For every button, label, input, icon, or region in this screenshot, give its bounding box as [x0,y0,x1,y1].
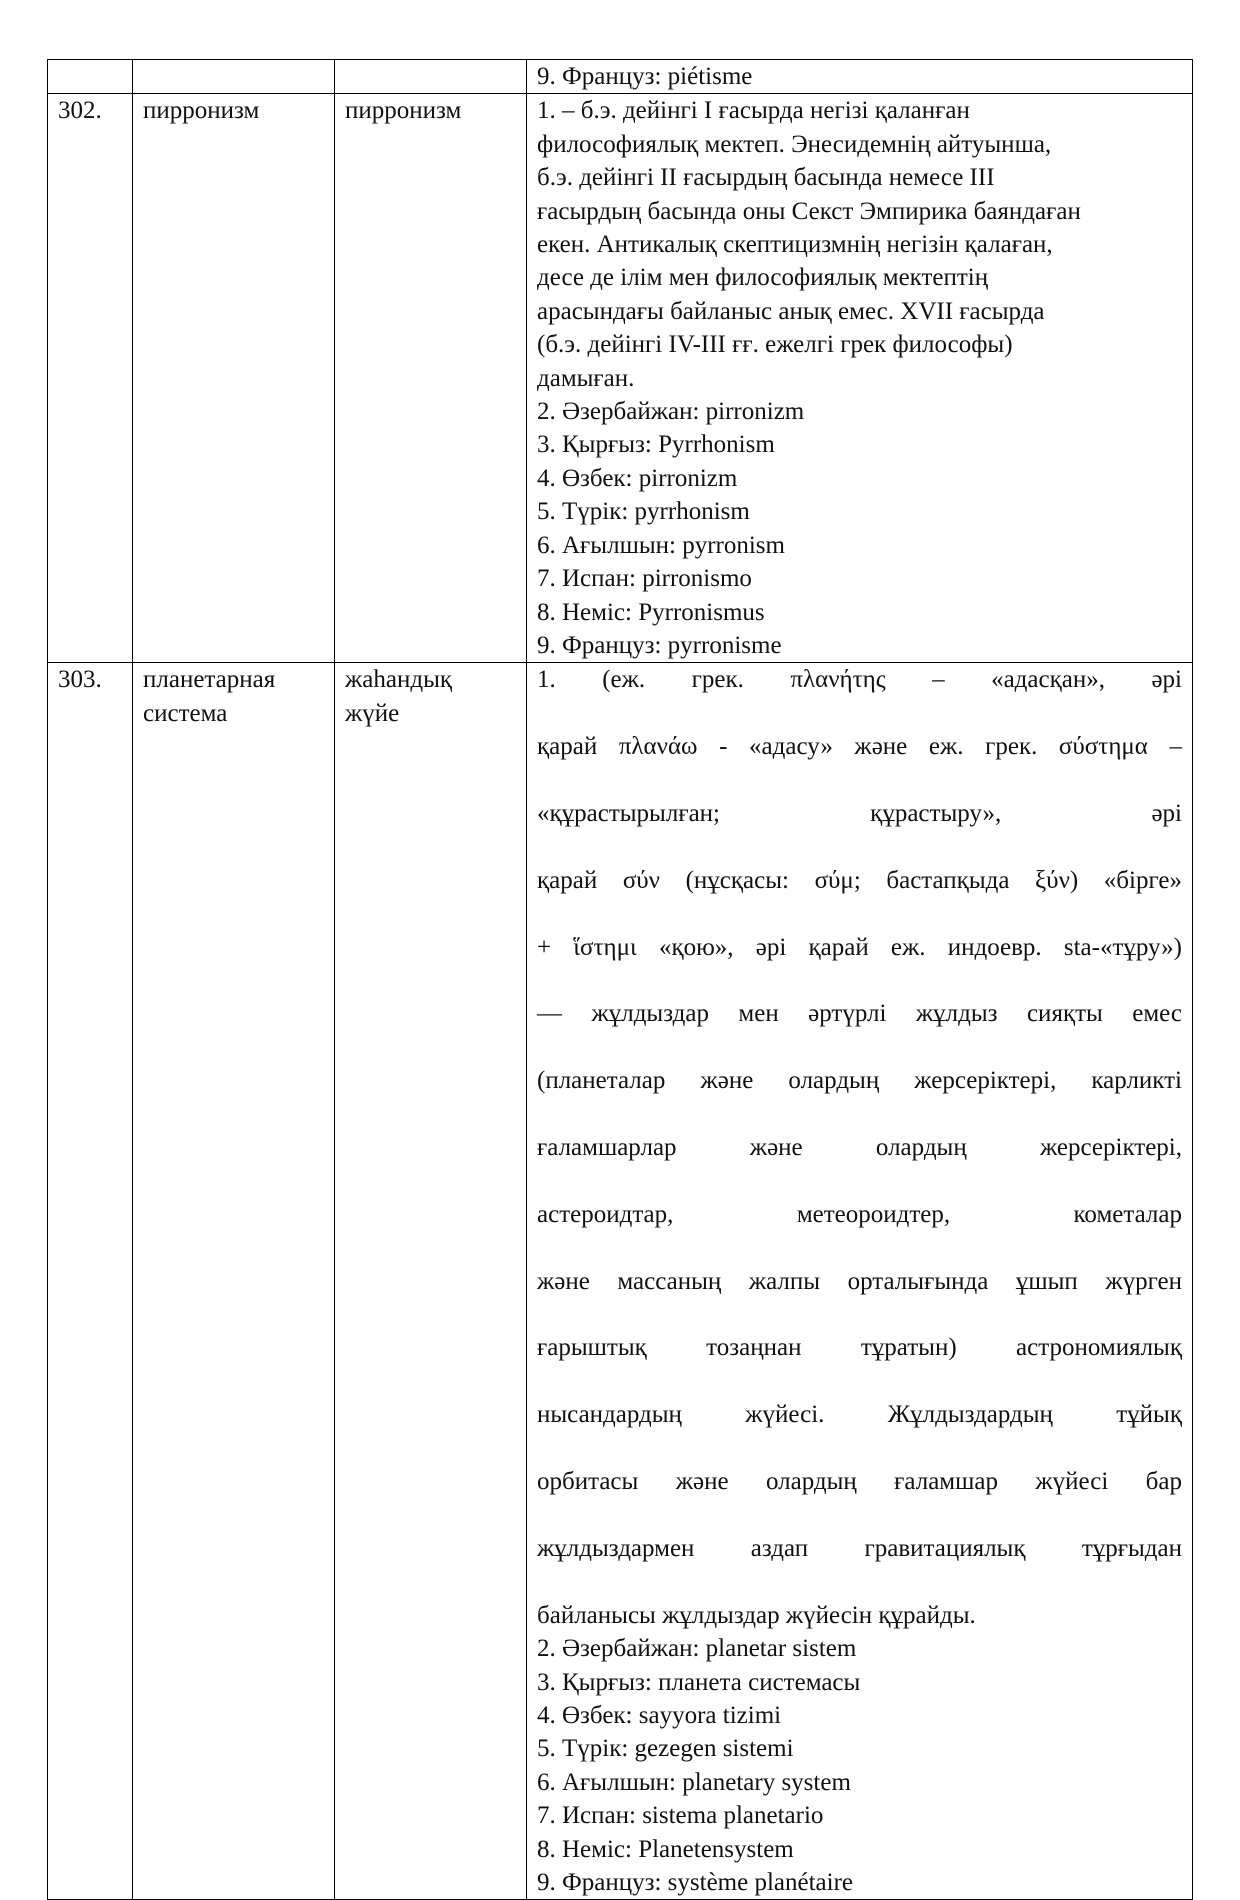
definition-line: 3. Қырғыз: планета системасы [537,1668,861,1696]
kazakh-term: пирронизм [345,97,462,125]
entry-number: 302. [58,97,102,125]
russian-term: пирронизм [143,97,260,125]
russian-term: планетарная [143,666,276,694]
entry-number-cell [48,663,133,1900]
definition-line: астероидтар, метеороидтер, кометалар [537,1200,1182,1228]
definition-line: қарай σύν (нұсқасы: σύμ; бастапқыда ξύν) «бірге» [537,866,1182,894]
kazakh-term-cell [335,663,527,1900]
definition-line: қарай πλανάω - «адасу» және еж. грек. σύστημα – [537,733,1182,761]
kazakh-term-cell [335,94,527,663]
definition-line: (б.э. дейінгі IV-III ғғ. ежелгі грек философы) [537,331,1013,359]
kazakh-term: жүйе [345,699,400,727]
definition-line: б.э. дейінгі II ғасырдың басында немесе III [537,164,995,192]
kazakh-term-cell [335,60,527,94]
definition-line: байланысы жұлдыздар жүйесін құрайды. [537,1601,976,1629]
entry-number-cell [48,94,133,663]
definition-cell [527,94,1193,663]
definition-line: (планеталар және олардың жерсеріктері, карликті [537,1067,1182,1095]
definition-line: 5. Түрік: pyrrhonism [537,498,750,526]
definition-line: 7. Испан: sistema planetario [537,1802,824,1830]
definition-line: 5. Түрік: gezegen sistemi [537,1735,794,1763]
definition-line: 4. Өзбек: sayyora tizimi [537,1701,782,1729]
definition-line: 4. Өзбек: pirronizm [537,464,738,492]
definition-line: 2. Әзербайжан: planetar sistem [537,1635,857,1663]
definition-line: «құрастырылған; құрастыру», әрі [537,799,1182,827]
table-row [48,60,1193,94]
definition-line: ғасырдың басында оны Секст Эмпирика баяндаған [537,197,1081,225]
russian-term-cell [133,94,335,663]
definition-line: арасындағы байланыс анық емес. XVII ғасырда [537,297,1045,325]
table-row [48,94,1193,663]
entry-number: 303. [58,666,102,694]
definition-line: 7. Испан: pirronismo [537,565,752,593]
definition-line: екен. Антикалық скептицизмнің негізін қалаған, [537,231,1053,259]
definition-cell [527,663,1193,1900]
definition-line: 6. Ағылшын: pyrronism [537,531,785,559]
definition-line: 1. (еж. грек. πλανήτης – «адасқан», әрі [537,666,1182,694]
entry-number-cell [48,60,133,94]
definition-line: 8. Неміс: Pyrronismus [537,598,765,626]
glossary-table [47,59,1193,1900]
definition-line: нысандардың жүйесі. Жұлдыздардың тұйық [537,1401,1182,1429]
definition-line: десе де ілім мен философиялық мектептің [537,264,989,292]
definition-line: философиялық мектеп. Энесидемнің айтуынша, [537,130,1052,158]
definition-line: 2. Әзербайжан: pirronizm [537,398,805,426]
definition-line: 1. – б.э. дейінгі І ғасырда негізі қаланған [537,97,970,125]
table-row [48,663,1193,1900]
definition-line: 8. Неміс: Planetensystem [537,1835,794,1863]
russian-term: система [143,699,228,727]
definition-line: 9. Француз: pyrronisme [537,631,782,659]
glossary-body [48,60,1193,1900]
definition-line: 9. Француз: piétisme [537,63,753,90]
definition-line: 3. Қырғыз: Pyrrhonism [537,431,775,459]
definition-line: 9. Француз: système planétaire [537,1868,854,1896]
definition-line: ғарыштық тозаңнан тұратын) астрономиялық [537,1334,1182,1362]
definition-cell [527,60,1193,94]
definition-line: дамыған. [537,364,635,392]
russian-term-cell [133,60,335,94]
definition-line: ғаламшарлар және олардың жерсеріктері, [537,1134,1182,1161]
definition-line: — жұлдыздар мен әртүрлі жұлдыз сияқты емес [537,1000,1182,1028]
definition-line: орбитасы және олардың ғаламшар жүйесі бар [537,1468,1182,1496]
definition-line: + ἵστημι «қою», әрі қарай еж. индоевр. sta-«тұру») [537,933,1182,961]
definition-line: жұлдыздармен аздап гравитациялық тұрғыдан [537,1534,1182,1562]
definition-line: 6. Ағылшын: planetary system [537,1768,851,1796]
kazakh-term: жаһандық [345,666,453,694]
definition-line: және массаның жалпы орталығында ұшып жүрген [537,1267,1182,1295]
russian-term-cell [133,663,335,1900]
